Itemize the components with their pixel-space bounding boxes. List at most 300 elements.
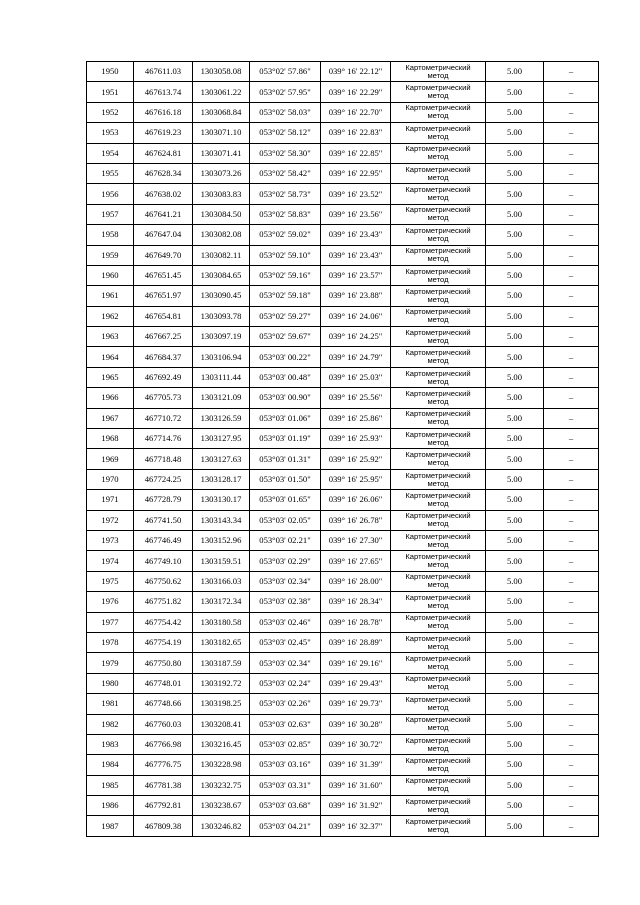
point-number-cell: 1978 [87, 632, 134, 652]
table-row [87, 306, 599, 326]
method-cell [391, 408, 486, 428]
x-coordinate-cell: 467667.25 [134, 327, 193, 347]
note-cell: – [544, 408, 599, 428]
table-row [87, 673, 599, 693]
point-number-cell: 1963 [87, 327, 134, 347]
method-line-1: Картометрический [405, 205, 471, 215]
y-coordinate-cell: 1303127.95 [193, 429, 250, 449]
accuracy-cell: 5.00 [486, 449, 544, 469]
note-cell: – [544, 388, 599, 408]
x-coordinate-cell: 467809.38 [134, 816, 193, 836]
method-line-1: Картометрический [405, 511, 471, 521]
accuracy-cell: 5.00 [486, 632, 544, 652]
point-number-cell: 1968 [87, 429, 134, 449]
latitude-cell: 053°03' 03.68" [250, 796, 321, 816]
table-row [87, 163, 599, 183]
note-cell: – [544, 102, 599, 122]
method-line-2: метод [427, 315, 449, 325]
point-number-cell: 1970 [87, 469, 134, 489]
longitude-cell: 039° 16' 22.12" [321, 62, 391, 82]
latitude-cell: 053°02' 59.27" [250, 306, 321, 326]
accuracy-cell: 5.00 [486, 204, 544, 224]
accuracy-cell: 5.00 [486, 306, 544, 326]
y-coordinate-cell: 1303068.84 [193, 102, 250, 122]
method-line-1: Картометрический [405, 817, 471, 827]
y-coordinate-cell: 1303152.96 [193, 530, 250, 550]
method-cell [391, 265, 486, 285]
accuracy-cell: 5.00 [486, 816, 544, 836]
method-line-2: метод [427, 743, 449, 753]
method-line-2: метод [427, 152, 449, 162]
method-line-1: Картометрический [405, 674, 471, 684]
note-cell: – [544, 225, 599, 245]
note-cell: – [544, 612, 599, 632]
x-coordinate-cell: 467710.72 [134, 408, 193, 428]
method-cell [391, 245, 486, 265]
method-line-2: метод [427, 356, 449, 366]
table-row [87, 429, 599, 449]
method-line-1: Картометрический [405, 368, 471, 378]
note-cell: – [544, 286, 599, 306]
method-cell [391, 102, 486, 122]
longitude-cell: 039° 16' 25.03" [321, 367, 391, 387]
method-cell [391, 225, 486, 245]
longitude-cell: 039° 16' 31.39" [321, 755, 391, 775]
method-line-1: Картометрический [405, 266, 471, 276]
method-cell [391, 123, 486, 143]
method-line-2: метод [427, 763, 449, 773]
latitude-cell: 053°03' 02.21" [250, 530, 321, 550]
method-line-2: метод [427, 519, 449, 529]
y-coordinate-cell: 1303143.34 [193, 510, 250, 530]
point-number-cell: 1975 [87, 571, 134, 591]
y-coordinate-cell: 1303127.63 [193, 449, 250, 469]
x-coordinate-cell: 467750.80 [134, 653, 193, 673]
longitude-cell: 039° 16' 24.25" [321, 327, 391, 347]
accuracy-cell: 5.00 [486, 551, 544, 571]
y-coordinate-cell: 1303084.50 [193, 204, 250, 224]
note-cell: – [544, 551, 599, 571]
x-coordinate-cell: 467611.03 [134, 62, 193, 82]
method-line-2: метод [427, 662, 449, 672]
point-number-cell: 1961 [87, 286, 134, 306]
latitude-cell: 053°02' 58.12" [250, 123, 321, 143]
table-row [87, 592, 599, 612]
method-line-2: метод [427, 825, 449, 835]
y-coordinate-cell: 1303093.78 [193, 306, 250, 326]
latitude-cell: 053°03' 02.34" [250, 653, 321, 673]
accuracy-cell: 5.00 [486, 184, 544, 204]
table-row [87, 551, 599, 571]
method-line-2: метод [427, 641, 449, 651]
note-cell: – [544, 592, 599, 612]
latitude-cell: 053°03' 03.16" [250, 755, 321, 775]
note-cell: – [544, 367, 599, 387]
y-coordinate-cell: 1303082.08 [193, 225, 250, 245]
x-coordinate-cell: 467628.34 [134, 163, 193, 183]
method-line-1: Картометрический [405, 409, 471, 419]
y-coordinate-cell: 1303126.59 [193, 408, 250, 428]
note-cell: – [544, 184, 599, 204]
note-cell: – [544, 429, 599, 449]
longitude-cell: 039° 16' 25.92" [321, 449, 391, 469]
longitude-cell: 039° 16' 24.79" [321, 347, 391, 367]
accuracy-cell: 5.00 [486, 123, 544, 143]
method-line-1: Картометрический [405, 164, 471, 174]
y-coordinate-cell: 1303097.19 [193, 327, 250, 347]
accuracy-cell: 5.00 [486, 225, 544, 245]
y-coordinate-cell: 1303083.83 [193, 184, 250, 204]
table-row [87, 286, 599, 306]
y-coordinate-cell: 1303182.65 [193, 632, 250, 652]
accuracy-cell: 5.00 [486, 469, 544, 489]
note-cell: – [544, 449, 599, 469]
accuracy-cell: 5.00 [486, 714, 544, 734]
latitude-cell: 053°02' 59.67" [250, 327, 321, 347]
longitude-cell: 039° 16' 31.60" [321, 775, 391, 795]
latitude-cell: 053°02' 58.42" [250, 163, 321, 183]
note-cell: – [544, 510, 599, 530]
accuracy-cell: 5.00 [486, 347, 544, 367]
note-cell: – [544, 204, 599, 224]
method-line-2: метод [427, 437, 449, 447]
method-line-1: Картометрический [405, 62, 471, 72]
longitude-cell: 039° 16' 26.06" [321, 490, 391, 510]
table-row [87, 184, 599, 204]
method-line-1: Картометрический [405, 429, 471, 439]
latitude-cell: 053°02' 59.18" [250, 286, 321, 306]
point-number-cell: 1955 [87, 163, 134, 183]
method-line-1: Картометрический [405, 572, 471, 582]
table-row [87, 714, 599, 734]
y-coordinate-cell: 1303128.17 [193, 469, 250, 489]
accuracy-cell: 5.00 [486, 327, 544, 347]
x-coordinate-cell: 467728.79 [134, 490, 193, 510]
method-line-2: метод [427, 233, 449, 243]
table-row [87, 612, 599, 632]
accuracy-cell: 5.00 [486, 163, 544, 183]
table-row [87, 123, 599, 143]
x-coordinate-cell: 467641.21 [134, 204, 193, 224]
x-coordinate-cell: 467760.03 [134, 714, 193, 734]
method-line-1: Картометрический [405, 388, 471, 398]
accuracy-cell: 5.00 [486, 530, 544, 550]
point-number-cell: 1952 [87, 102, 134, 122]
table-row [87, 327, 599, 347]
accuracy-cell: 5.00 [486, 245, 544, 265]
method-cell [391, 612, 486, 632]
method-cell [391, 163, 486, 183]
method-cell [391, 286, 486, 306]
accuracy-cell: 5.00 [486, 755, 544, 775]
accuracy-cell: 5.00 [486, 694, 544, 714]
latitude-cell: 053°02' 59.16" [250, 265, 321, 285]
method-line-1: Картометрический [405, 694, 471, 704]
longitude-cell: 039° 16' 25.95" [321, 469, 391, 489]
method-line-1: Картометрический [405, 592, 471, 602]
method-line-2: метод [427, 417, 449, 427]
method-line-1: Картометрический [405, 552, 471, 562]
method-line-1: Картометрический [405, 776, 471, 786]
point-number-cell: 1971 [87, 490, 134, 510]
table-row [87, 734, 599, 754]
point-number-cell: 1982 [87, 714, 134, 734]
longitude-cell: 039° 16' 23.43" [321, 225, 391, 245]
latitude-cell: 053°02' 58.73" [250, 184, 321, 204]
method-line-2: метод [427, 458, 449, 468]
longitude-cell: 039° 16' 32.37" [321, 816, 391, 836]
latitude-cell: 053°03' 01.50" [250, 469, 321, 489]
x-coordinate-cell: 467654.81 [134, 306, 193, 326]
longitude-cell: 039° 16' 30.28" [321, 714, 391, 734]
y-coordinate-cell: 1303198.25 [193, 694, 250, 714]
point-number-cell: 1969 [87, 449, 134, 469]
point-number-cell: 1958 [87, 225, 134, 245]
longitude-cell: 039° 16' 25.56" [321, 388, 391, 408]
point-number-cell: 1956 [87, 184, 134, 204]
method-line-2: метод [427, 804, 449, 814]
accuracy-cell: 5.00 [486, 408, 544, 428]
point-number-cell: 1979 [87, 653, 134, 673]
method-line-1: Картометрический [405, 103, 471, 113]
accuracy-cell: 5.00 [486, 592, 544, 612]
method-line-1: Картометрический [405, 185, 471, 195]
method-line-1: Картометрический [405, 327, 471, 337]
longitude-cell: 039° 16' 29.16" [321, 653, 391, 673]
table-row [87, 653, 599, 673]
x-coordinate-cell: 467714.76 [134, 429, 193, 449]
latitude-cell: 053°02' 58.83" [250, 204, 321, 224]
note-cell: – [544, 694, 599, 714]
latitude-cell: 053°03' 01.06" [250, 408, 321, 428]
method-line-2: метод [427, 621, 449, 631]
method-line-2: метод [427, 600, 449, 610]
point-number-cell: 1953 [87, 123, 134, 143]
y-coordinate-cell: 1303187.59 [193, 653, 250, 673]
latitude-cell: 053°03' 02.26" [250, 694, 321, 714]
accuracy-cell: 5.00 [486, 102, 544, 122]
latitude-cell: 053°03' 02.24" [250, 673, 321, 693]
method-line-2: метод [427, 193, 449, 203]
table-row [87, 82, 599, 102]
method-line-1: Картометрический [405, 307, 471, 317]
table-row [87, 694, 599, 714]
longitude-cell: 039° 16' 22.29" [321, 82, 391, 102]
note-cell: – [544, 632, 599, 652]
y-coordinate-cell: 1303082.11 [193, 245, 250, 265]
y-coordinate-cell: 1303111.44 [193, 367, 250, 387]
note-cell: – [544, 755, 599, 775]
latitude-cell: 053°03' 02.85" [250, 734, 321, 754]
longitude-cell: 039° 16' 26.78" [321, 510, 391, 530]
x-coordinate-cell: 467651.97 [134, 286, 193, 306]
point-number-cell: 1974 [87, 551, 134, 571]
longitude-cell: 039° 16' 24.06" [321, 306, 391, 326]
accuracy-cell: 5.00 [486, 775, 544, 795]
latitude-cell: 053°03' 01.31" [250, 449, 321, 469]
method-cell [391, 653, 486, 673]
method-line-2: метод [427, 213, 449, 223]
table-row [87, 225, 599, 245]
x-coordinate-cell: 467613.74 [134, 82, 193, 102]
x-coordinate-cell: 467684.37 [134, 347, 193, 367]
note-cell: – [544, 347, 599, 367]
method-line-1: Картометрический [405, 531, 471, 541]
method-line-2: метод [427, 580, 449, 590]
latitude-cell: 053°03' 04.21" [250, 816, 321, 836]
x-coordinate-cell: 467616.18 [134, 102, 193, 122]
x-coordinate-cell: 467754.42 [134, 612, 193, 632]
latitude-cell: 053°03' 01.65" [250, 490, 321, 510]
longitude-cell: 039° 16' 28.00" [321, 571, 391, 591]
method-cell [391, 775, 486, 795]
longitude-cell: 039° 16' 29.73" [321, 694, 391, 714]
note-cell: – [544, 327, 599, 347]
point-number-cell: 1959 [87, 245, 134, 265]
method-line-2: метод [427, 396, 449, 406]
method-cell [391, 490, 486, 510]
method-cell [391, 367, 486, 387]
latitude-cell: 053°03' 03.31" [250, 775, 321, 795]
x-coordinate-cell: 467651.45 [134, 265, 193, 285]
point-number-cell: 1983 [87, 734, 134, 754]
x-coordinate-cell: 467741.50 [134, 510, 193, 530]
point-number-cell: 1965 [87, 367, 134, 387]
accuracy-cell: 5.00 [486, 571, 544, 591]
note-cell: – [544, 653, 599, 673]
x-coordinate-cell: 467766.98 [134, 734, 193, 754]
method-cell [391, 327, 486, 347]
note-cell: – [544, 123, 599, 143]
x-coordinate-cell: 467748.01 [134, 673, 193, 693]
longitude-cell: 039° 16' 29.43" [321, 673, 391, 693]
longitude-cell: 039° 16' 28.89" [321, 632, 391, 652]
accuracy-cell: 5.00 [486, 286, 544, 306]
longitude-cell: 039° 16' 31.92" [321, 796, 391, 816]
y-coordinate-cell: 1303208.41 [193, 714, 250, 734]
longitude-cell: 039° 16' 23.56" [321, 204, 391, 224]
note-cell: – [544, 571, 599, 591]
y-coordinate-cell: 1303166.03 [193, 571, 250, 591]
table-row [87, 204, 599, 224]
table-row [87, 143, 599, 163]
method-cell [391, 755, 486, 775]
longitude-cell: 039° 16' 30.72" [321, 734, 391, 754]
point-number-cell: 1966 [87, 388, 134, 408]
x-coordinate-cell: 467724.25 [134, 469, 193, 489]
table-row [87, 347, 599, 367]
method-cell [391, 143, 486, 163]
note-cell: – [544, 530, 599, 550]
point-number-cell: 1984 [87, 755, 134, 775]
method-cell [391, 796, 486, 816]
method-cell [391, 347, 486, 367]
method-line-1: Картометрический [405, 796, 471, 806]
point-number-cell: 1972 [87, 510, 134, 530]
method-cell [391, 469, 486, 489]
method-line-1: Картометрический [405, 246, 471, 256]
longitude-cell: 039° 16' 27.30" [321, 530, 391, 550]
method-line-2: метод [427, 274, 449, 284]
y-coordinate-cell: 1303159.51 [193, 551, 250, 571]
point-number-cell: 1964 [87, 347, 134, 367]
latitude-cell: 053°03' 00.90" [250, 388, 321, 408]
method-cell [391, 449, 486, 469]
y-coordinate-cell: 1303228.98 [193, 755, 250, 775]
table-row [87, 388, 599, 408]
note-cell: – [544, 306, 599, 326]
longitude-cell: 039° 16' 28.34" [321, 592, 391, 612]
latitude-cell: 053°03' 00.22" [250, 347, 321, 367]
method-line-1: Картометрический [405, 715, 471, 725]
latitude-cell: 053°03' 02.34" [250, 571, 321, 591]
x-coordinate-cell: 467647.04 [134, 225, 193, 245]
y-coordinate-cell: 1303071.10 [193, 123, 250, 143]
latitude-cell: 053°02' 57.95" [250, 82, 321, 102]
accuracy-cell: 5.00 [486, 62, 544, 82]
x-coordinate-cell: 467638.02 [134, 184, 193, 204]
method-line-1: Картометрический [405, 123, 471, 133]
latitude-cell: 053°03' 02.46" [250, 612, 321, 632]
point-number-cell: 1960 [87, 265, 134, 285]
method-line-2: метод [427, 335, 449, 345]
method-line-1: Картометрический [405, 755, 471, 765]
longitude-cell: 039° 16' 25.93" [321, 429, 391, 449]
method-cell [391, 82, 486, 102]
method-cell [391, 551, 486, 571]
accuracy-cell: 5.00 [486, 143, 544, 163]
note-cell: – [544, 163, 599, 183]
x-coordinate-cell: 467781.38 [134, 775, 193, 795]
method-line-1: Картометрический [405, 654, 471, 664]
latitude-cell: 053°03' 00.48" [250, 367, 321, 387]
table-body [87, 62, 599, 837]
method-line-1: Картометрический [405, 348, 471, 358]
y-coordinate-cell: 1303246.82 [193, 816, 250, 836]
method-cell [391, 388, 486, 408]
x-coordinate-cell: 467748.66 [134, 694, 193, 714]
method-line-1: Картометрический [405, 735, 471, 745]
point-number-cell: 1957 [87, 204, 134, 224]
method-line-2: метод [427, 376, 449, 386]
table-row [87, 755, 599, 775]
note-cell: – [544, 143, 599, 163]
longitude-cell: 039° 16' 22.85" [321, 143, 391, 163]
method-line-1: Картометрический [405, 83, 471, 93]
y-coordinate-cell: 1303180.58 [193, 612, 250, 632]
note-cell: – [544, 714, 599, 734]
method-cell [391, 714, 486, 734]
method-line-2: метод [427, 172, 449, 182]
y-coordinate-cell: 1303061.22 [193, 82, 250, 102]
point-number-cell: 1976 [87, 592, 134, 612]
longitude-cell: 039° 16' 22.83" [321, 123, 391, 143]
longitude-cell: 039° 16' 25.86" [321, 408, 391, 428]
y-coordinate-cell: 1303130.17 [193, 490, 250, 510]
y-coordinate-cell: 1303216.45 [193, 734, 250, 754]
point-number-cell: 1954 [87, 143, 134, 163]
table-row [87, 775, 599, 795]
method-line-2: метод [427, 560, 449, 570]
latitude-cell: 053°03' 02.45" [250, 632, 321, 652]
latitude-cell: 053°03' 02.38" [250, 592, 321, 612]
longitude-cell: 039° 16' 28.78" [321, 612, 391, 632]
method-cell [391, 204, 486, 224]
method-line-2: метод [427, 70, 449, 80]
x-coordinate-cell: 467749.10 [134, 551, 193, 571]
method-line-1: Картометрический [405, 286, 471, 296]
point-number-cell: 1986 [87, 796, 134, 816]
